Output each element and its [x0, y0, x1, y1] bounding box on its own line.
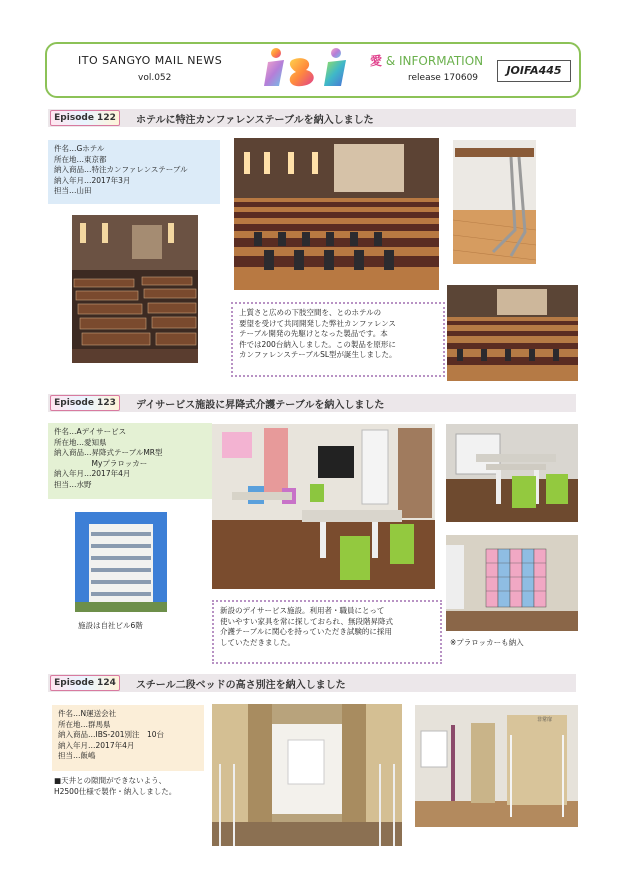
caption-line: 要望を受けて共同開発した弊社カンファレンス: [239, 318, 396, 328]
building-note: 施設は自社ビル6階: [78, 621, 143, 630]
bunkbed-hall-photo: [415, 705, 578, 827]
info-line: 納入商品…昇降式テーブルMR型: [54, 448, 163, 457]
note-line: H2500仕様で製作・納入しました。: [54, 786, 177, 796]
info-line: 担当…水野: [54, 479, 92, 489]
info-line: 件名…N運送会社: [58, 709, 117, 718]
joifa-badge: JOIFA445: [497, 60, 571, 82]
info-heading: [370, 52, 483, 69]
episode-123-info: [48, 423, 212, 499]
episode-123-caption: [212, 600, 442, 664]
info-line: 件名…Aデイサービス: [54, 427, 127, 436]
info-line: 担当…山田: [54, 186, 92, 195]
hall-rows-photo: [447, 285, 578, 381]
episode-124-info: [52, 705, 204, 771]
info-line: Myプラロッカー: [54, 458, 148, 468]
episode-title: ホテルに特注カンファレンステーブルを納入しました: [136, 115, 374, 126]
episode-badge: Episode 122: [50, 110, 120, 126]
episode-122-info: [48, 140, 220, 204]
caption-line: 件では200台納入しました。この製品を原形に: [239, 339, 396, 349]
table-leg-photo: [453, 140, 536, 264]
episode-badge: Episode 124: [50, 675, 120, 691]
info-line: 担当…飯嶋: [58, 751, 96, 760]
locker-note: ※プラロッカーも納入: [450, 638, 524, 647]
info-line: 納入年月…2017年4月: [58, 740, 135, 750]
dayservice-room-photo: [212, 424, 435, 589]
info-line: 所在地…愛知県: [54, 437, 107, 447]
caption-line: 介護テーブルに関心を持っていただき試験的に採用: [220, 627, 392, 636]
caption-line: カンファレンステーブルSL型が誕生しました。: [239, 350, 397, 359]
note-line: ■天井との隙間ができないよう、: [54, 776, 167, 785]
caption-line: 上質さと広めの下肢空間を、とのホテルの: [239, 308, 382, 317]
stacked-tables-photo: [72, 215, 198, 363]
caption-line: していただきました。: [220, 637, 295, 647]
caption-line: 新設のデイサービス施設。利用者・職員にとって: [220, 606, 385, 615]
ii-logo: [262, 46, 350, 88]
info-line: 納入商品…特注カンファレンステーブル: [54, 165, 188, 174]
info-line: 件名…Gホテル: [54, 144, 105, 153]
episode-122-caption: [231, 302, 445, 377]
lockers-photo: [446, 535, 578, 631]
ai-kanji: 愛: [370, 54, 383, 68]
info-line: 所在地…群馬県: [58, 719, 111, 729]
caption-line: テーブル開発の先駆けとなった製品です。本: [239, 329, 388, 338]
episode-122-bar: [48, 109, 576, 127]
episode-title: デイサービス施設に昇降式介護テーブルを納入しました: [136, 400, 385, 411]
episode-badge: Episode 123: [50, 395, 120, 411]
lift-tables-photo: [446, 424, 578, 522]
newsletter-title: ITO SANGYO MAIL NEWS: [78, 54, 223, 67]
conference-hall-photo: [234, 138, 439, 290]
episode-123-bar: [48, 394, 576, 412]
info-line: 所在地…東京都: [54, 154, 107, 164]
emergency-door-label: 非常扉: [537, 717, 553, 723]
info-line: 納入年月…2017年3月: [54, 175, 131, 185]
info-suffix: & INFORMATION: [385, 54, 484, 68]
building-photo: [75, 512, 167, 612]
info-line: 納入商品…IBS-201別注 10台: [58, 730, 165, 739]
release-date: release 170609: [408, 73, 479, 83]
bunkbed-room-photo: [212, 704, 402, 846]
episode-124-bar: [48, 674, 576, 692]
episode-124-note: [52, 776, 206, 802]
caption-line: 使いやすい家具を常に探しておられ、無段階昇降式: [220, 616, 393, 626]
info-line: 納入年月…2017年4月: [54, 469, 131, 478]
volume-number: vol.052: [138, 73, 172, 83]
episode-title: スチール二段ベッドの高さ別注を納入しました: [136, 680, 346, 691]
